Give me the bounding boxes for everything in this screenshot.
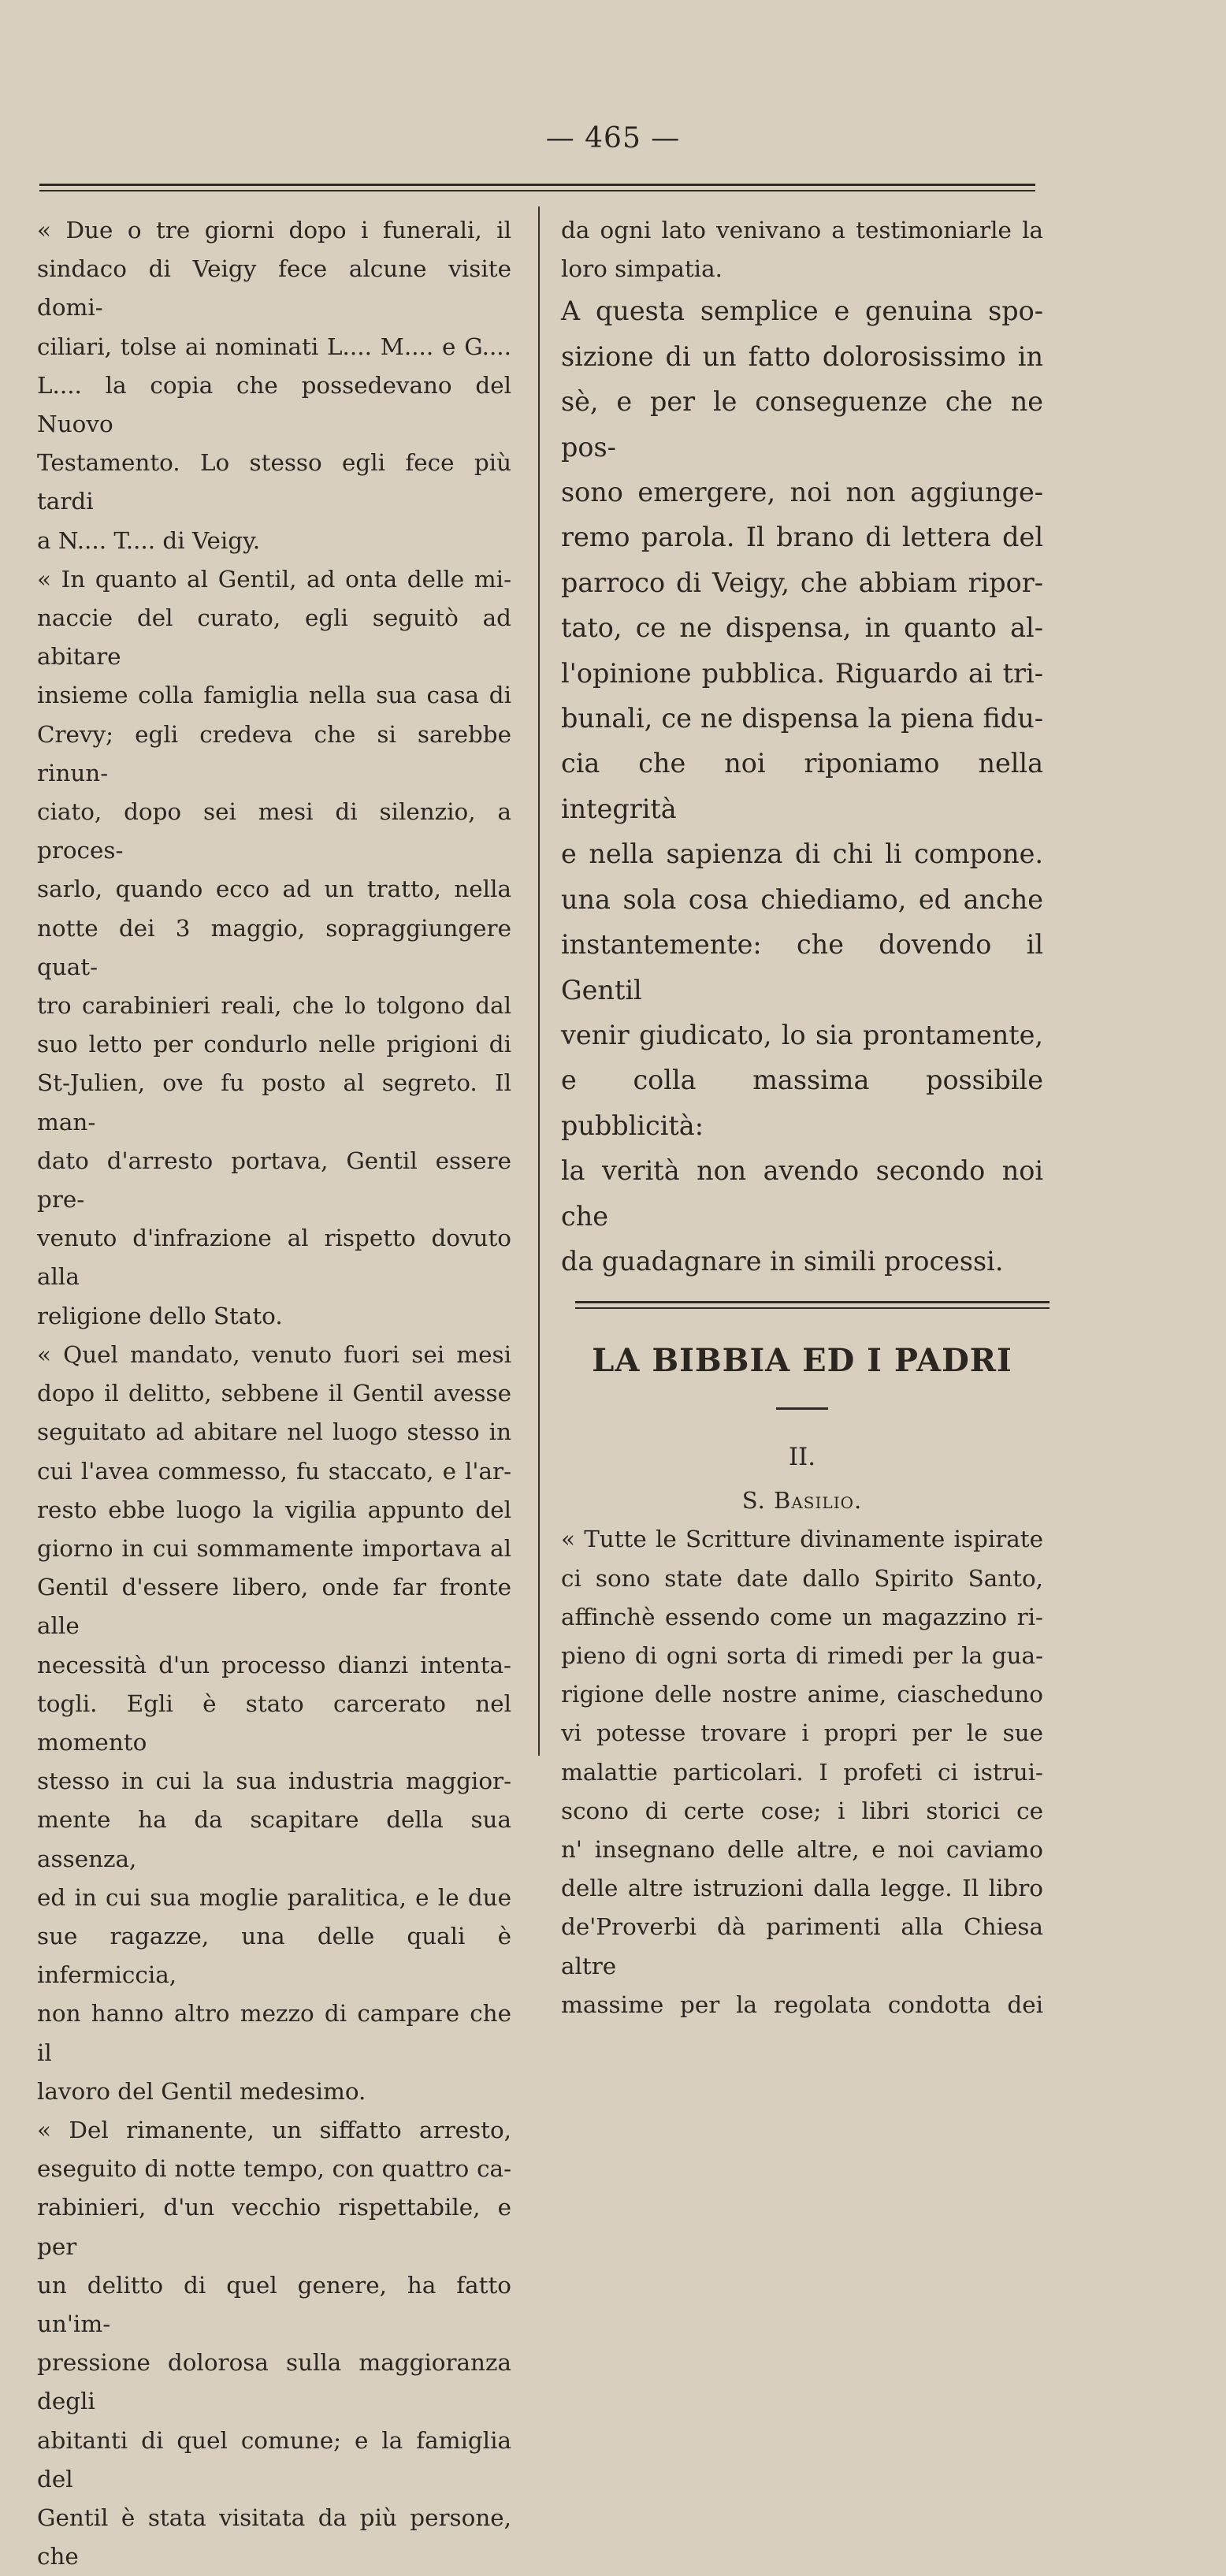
text-line: sizione di un fatto dolorosissimo in [561, 340, 1043, 372]
title-short-rule [776, 1407, 828, 1410]
text-line: affinchè essendo come un magazzino ri- [561, 1603, 1043, 1630]
text-line: resto ebbe luogo la vigilia appunto del [37, 1496, 511, 1523]
column-divider [538, 206, 540, 1756]
text-line: Crevy; egli credeva che si sarebbe rinun- [37, 720, 511, 786]
text-line: remo parola. Il brano di lettera del [561, 522, 1043, 553]
text-line: a N.... T.... di Veigy. [37, 526, 261, 554]
right-column [561, 211, 1043, 2024]
paragraph [37, 2111, 511, 2576]
text-line: A questa semplice e genuina spo- [561, 296, 1043, 327]
text-line: cui l'avea commesso, fu staccato, e l'ar- [37, 1457, 511, 1485]
text-line: ciliari, tolse ai nominati L.... M.... e G.... [37, 333, 511, 360]
continuation-text [561, 211, 1043, 288]
text-line: notte dei 3 maggio, sopraggiungere quat- [37, 914, 511, 980]
text-line: sindaco di Veigy fece alcune visite domi- [37, 255, 511, 322]
paragraph [37, 1336, 511, 2111]
text-line: « In quanto al Gentil, ad onta delle mi- [37, 565, 511, 593]
text-line: instantemente: che dovendo il Gentil [561, 929, 1043, 1005]
text-line: tato, ce ne dispensa, in quanto al- [561, 612, 1043, 644]
text-line: togli. Egli è stato carcerato nel momento [37, 1689, 511, 1756]
text-line: naccie del curato, egli seguitò ad abitare [37, 604, 511, 671]
text-line: sarlo, quando ecco ad un tratto, nella [37, 875, 511, 903]
text-line: da guadagnare in simili processi. [561, 1245, 1004, 1277]
text-line: Gentil è stata visitata da più persone, che [37, 2504, 511, 2570]
text-line: la verità non avendo secondo noi che [561, 1155, 1043, 1232]
text-line: da ogni lato venivano a testimoniarle la [561, 217, 1043, 243]
text-line: St-Julien, ove fu posto al segreto. Il man- [37, 1069, 511, 1136]
text-line: rabinieri, d'un vecchio rispettabile, e per [37, 2194, 511, 2260]
text-line: sè, e per le conseguenze che ne pos- [561, 386, 1043, 463]
text-line: « Due o tre giorni dopo i funerali, il [37, 217, 511, 243]
text-line: un delitto di quel genere, ha fatto un'im- [37, 2271, 511, 2337]
text-line: « Quel mandato, venuto fuori sei mesi [37, 1340, 511, 1368]
text-line: insieme colla famiglia nella sua casa di [37, 682, 511, 709]
text-line: giorno in cui sommamente importava al [37, 1534, 511, 1562]
text-line: e colla massima possibile pubblicità: [561, 1065, 1043, 1141]
text-line: venuto d'infrazione al rispetto dovuto alla [37, 1225, 511, 1291]
section-double-rule [575, 1301, 1050, 1310]
text-line: stesso in cui la sua industria maggior- [37, 1768, 511, 1795]
paragraph [37, 560, 511, 1336]
text-line: sue ragazze, una delle quali è infermiccia, [37, 1922, 511, 1989]
section-title: LA BIBBIA ED I PADRI [592, 1342, 1012, 1380]
header-double-rule [39, 184, 1035, 192]
text-line: delle altre istruzioni dalla legge. Il libro [561, 1875, 1043, 1902]
text-line: dato d'arresto portava, Gentil essere pre- [37, 1147, 511, 1214]
text-line: suo letto per condurlo nelle prigioni di [37, 1031, 511, 1058]
text-line: seguitato ad abitare nel luogo stesso in [37, 1418, 511, 1446]
text-line: necessità d'un processo dianzi intenta- [37, 1651, 511, 1678]
commentary-text [561, 288, 1043, 1284]
text-line: e nella sapienza di chi li compone. [561, 838, 1043, 870]
text-line: lavoro del Gentil medesimo. [37, 2077, 366, 2105]
text-line: eseguito di notte tempo, con quattro ca- [37, 2155, 511, 2183]
text-line: bunali, ce ne dispensa la piena fidu- [561, 703, 1043, 734]
text-line: « Tutte le Scritture divinamente ispirate [561, 1526, 1043, 1553]
text-line: mente ha da scapitare della sua assenza, [37, 1806, 511, 1872]
text-line: dopo il delitto, sebbene il Gentil avesse [37, 1380, 511, 1407]
text-line: L.... la copia che possedevano del Nuovo [37, 371, 511, 438]
text-line: abitanti di quel comune; e la famiglia del [37, 2426, 511, 2492]
text-line: de'Proverbi dà parimenti alla Chiesa altre [561, 1913, 1043, 1979]
quote-text [561, 1520, 1043, 2024]
text-line: una sola cosa chiediamo, ed anche [561, 883, 1043, 915]
part-number: II. [788, 1443, 816, 1472]
text-line: parroco di Veigy, che abbiam ripor- [561, 567, 1043, 598]
text-line: malattie particolari. I profeti ci istrui- [561, 1758, 1043, 1786]
text-line: venir giudicato, lo sia prontamente, [561, 1019, 1043, 1050]
text-line: l'opinione pubblica. Riguardo ai tri- [561, 657, 1043, 689]
text-line: loro simpatia. [561, 255, 723, 283]
text-line: cia che noi riponiamo nella integrità [561, 748, 1043, 824]
left-column [37, 211, 511, 2576]
text-line: « Del rimanente, un siffatto arresto, [37, 2116, 511, 2143]
part-author: S. Basilio. [741, 1487, 863, 1515]
text-line: tro carabinieri reali, che lo tolgono dal [37, 992, 511, 1020]
page-number: — 465 — [545, 122, 681, 154]
text-line: scono di certe cose; i libri storici ce [561, 1797, 1043, 1824]
text-line: ed in cui sua moglie paralitica, e le due [37, 1883, 511, 1911]
text-line: ci sono state date dallo Spirito Santo, [561, 1564, 1043, 1592]
text-line: non hanno altro mezzo di campare che il [37, 2000, 511, 2066]
text-line: Gentil d'essere libero, onde far fronte alle [37, 1574, 511, 1640]
text-line: vi potesse trovare i propri per le sue [561, 1719, 1043, 1747]
text-line: ciato, dopo sei mesi di silenzio, a proces- [37, 798, 511, 864]
text-line: sono emergere, noi non aggiunge- [561, 477, 1043, 508]
text-line: pieno di ogni sorta di rimedi per la gua- [561, 1641, 1043, 1669]
text-line: massime per la regolata condotta dei [561, 1991, 1043, 2018]
text-line: Testamento. Lo stesso egli fece più tardi [37, 449, 511, 515]
text-line: religione dello Stato. [37, 1302, 283, 1329]
paragraph [37, 211, 511, 560]
text-line: n' insegnano delle altre, e noi caviamo [561, 1835, 1043, 1863]
text-line: rigione delle nostre anime, ciascheduno [561, 1681, 1043, 1708]
text-line: pressione dolorosa sulla maggioranza degli [37, 2349, 511, 2415]
